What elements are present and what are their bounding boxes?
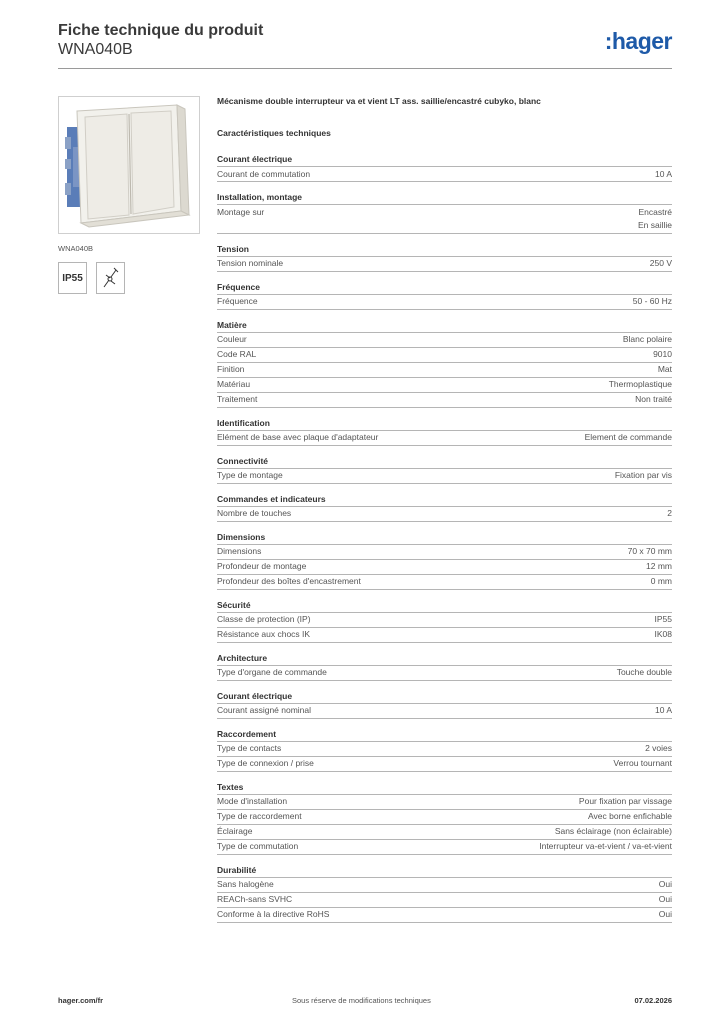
section-title: Textes xyxy=(217,781,244,792)
logo-dots: : xyxy=(604,28,612,54)
spec-label: Profondeur des boîtes d'encastrement xyxy=(217,576,361,586)
spec-value: Avec borne enfichable xyxy=(588,811,672,821)
spec-label: Nombre de touches xyxy=(217,508,292,518)
spec-value: 10 A xyxy=(654,705,672,715)
spec-value: 0 mm xyxy=(650,576,672,586)
spec-row xyxy=(217,392,672,408)
spec-row xyxy=(217,665,672,681)
spec-value: Blanc polaire xyxy=(622,334,672,344)
spec-label: Classe de protection (IP) xyxy=(217,614,311,624)
spec-value: 10 A xyxy=(654,168,672,179)
spec-row xyxy=(217,839,672,855)
section-title: Raccordement xyxy=(217,728,277,739)
spec-section xyxy=(217,599,672,643)
product-description: Mécanisme double interrupteur va et vient LT ass. saillie/encastré cubyko, blanc xyxy=(217,96,541,106)
spec-row xyxy=(217,204,672,234)
spec-label: Couleur xyxy=(217,334,247,344)
spec-section xyxy=(217,455,672,484)
spec-section xyxy=(217,728,672,772)
spec-value: Oui xyxy=(658,909,672,919)
spec-label: Conforme à la directive RoHS xyxy=(217,909,330,919)
spec-section xyxy=(217,781,672,855)
spec-value: 9010 xyxy=(653,349,672,359)
spec-value: Interrupteur va-et-vient / va-et-vient xyxy=(539,841,672,851)
spec-label: Type de contacts xyxy=(217,743,282,753)
spec-row xyxy=(217,332,672,347)
spec-row xyxy=(217,294,672,310)
spec-value: Touche double xyxy=(616,667,672,677)
spec-value: IK08 xyxy=(654,629,672,639)
section-title: Identification xyxy=(217,417,270,428)
spec-section xyxy=(217,864,672,923)
spec-row xyxy=(217,794,672,809)
spec-section xyxy=(217,281,672,310)
spec-section xyxy=(217,153,672,182)
spec-row xyxy=(217,892,672,907)
spec-row xyxy=(217,824,672,839)
spec-value: Thermoplastique xyxy=(608,379,672,389)
product-image xyxy=(58,96,200,234)
spec-label: Montage sur xyxy=(217,206,265,217)
spec-label: Type de montage xyxy=(217,470,283,480)
spec-value: 2 xyxy=(667,508,672,518)
spec-value: 2 voies xyxy=(645,743,672,753)
spec-label: Mode d'installation xyxy=(217,796,288,806)
spec-value: 12 mm xyxy=(646,561,672,571)
spec-row xyxy=(217,506,672,522)
spec-label: Sans halogène xyxy=(217,879,274,889)
spec-value: Oui xyxy=(658,894,672,904)
section-title: Fréquence xyxy=(217,281,260,292)
spec-section xyxy=(217,417,672,446)
spec-label: Dimensions xyxy=(217,546,262,556)
spec-row xyxy=(217,627,672,643)
spec-sections xyxy=(217,153,672,923)
spec-row xyxy=(217,756,672,772)
spec-row xyxy=(217,559,672,574)
spec-row xyxy=(217,430,672,446)
spec-row xyxy=(217,703,672,719)
spec-row xyxy=(217,877,672,892)
spec-value: Mat xyxy=(657,364,672,374)
section-title: Dimensions xyxy=(217,531,266,542)
section-title: Commandes et indicateurs xyxy=(217,493,326,504)
spec-value: Oui xyxy=(658,879,672,889)
spec-row xyxy=(217,166,672,182)
footer-disclaimer: Sous réserve de modifications techniques xyxy=(292,996,431,1005)
hager-logo xyxy=(605,28,672,55)
spec-section xyxy=(217,319,672,408)
spec-value: Element de commande xyxy=(584,432,672,442)
spec-section xyxy=(217,191,672,234)
spec-value: Verrou tournant xyxy=(613,758,672,768)
footer-website: hager.com/fr xyxy=(58,996,104,1005)
ip-rating-label: IP55 xyxy=(62,272,83,284)
spec-label: Résistance aux chocs IK xyxy=(217,629,311,639)
technical-content xyxy=(217,94,672,932)
spec-label: Type d'organe de commande xyxy=(217,667,327,677)
spec-label: Profondeur de montage xyxy=(217,561,307,571)
two-way-switch-symbol-icon xyxy=(96,262,125,294)
spec-section xyxy=(217,531,672,590)
spec-value: 250 V xyxy=(649,258,672,268)
spec-value: IP55 xyxy=(654,614,672,624)
spec-value: Pour fixation par vissage xyxy=(578,796,672,806)
spec-row xyxy=(217,468,672,484)
spec-label: REACh-sans SVHC xyxy=(217,894,293,904)
spec-label: Éclairage xyxy=(217,826,253,836)
spec-row xyxy=(217,907,672,923)
spec-label: Type de commutation xyxy=(217,841,299,851)
logo-text: hager xyxy=(611,28,672,54)
spec-label: Fréquence xyxy=(217,296,258,306)
spec-row xyxy=(217,377,672,392)
section-title: Durabilité xyxy=(217,864,257,875)
section-title: Sécurité xyxy=(217,599,251,610)
product-reference: WNA040B xyxy=(58,41,133,58)
section-title: Courant électrique xyxy=(217,154,293,164)
section-title: Matière xyxy=(217,319,247,330)
spec-label: Courant de commutation xyxy=(217,168,311,179)
section-title: Connectivité xyxy=(217,455,269,466)
spec-label: Type de connexion / prise xyxy=(217,758,314,768)
spec-row xyxy=(217,574,672,590)
spec-value: Fixation par vis xyxy=(614,470,672,480)
spec-label: Finition xyxy=(217,364,245,374)
spec-section xyxy=(217,652,672,681)
spec-row xyxy=(217,256,672,272)
spec-section xyxy=(217,493,672,522)
spec-section xyxy=(217,243,672,272)
section-title: Architecture xyxy=(217,652,268,663)
spec-section xyxy=(217,690,672,719)
spec-label: Type de raccordement xyxy=(217,811,302,821)
characteristics-heading: Caractéristiques techniques xyxy=(217,128,331,138)
section-title: Courant électrique xyxy=(217,690,293,701)
spec-label: Tension nominale xyxy=(217,258,284,268)
spec-value: 50 - 60 Hz xyxy=(632,296,672,306)
image-caption: WNA040B xyxy=(58,244,94,253)
spec-value: Encastré En saillie xyxy=(637,206,672,230)
spec-row xyxy=(217,612,672,627)
spec-row xyxy=(217,362,672,377)
spec-label: Elément de base avec plaque d'adaptateur xyxy=(217,432,379,442)
spec-row xyxy=(217,809,672,824)
spec-label: Courant assigné nominal xyxy=(217,705,312,715)
spec-row xyxy=(217,741,672,756)
spec-row xyxy=(217,347,672,362)
section-title: Installation, montage xyxy=(217,192,303,202)
spec-label: Matériau xyxy=(217,379,251,389)
spec-value: Non traité xyxy=(635,394,672,404)
spec-label: Code RAL xyxy=(217,349,257,359)
spec-value: 70 x 70 mm xyxy=(627,546,672,556)
spec-row xyxy=(217,544,672,559)
ip-rating-badge xyxy=(58,262,87,294)
spec-label: Traitement xyxy=(217,394,258,404)
page-title: Fiche technique du produit xyxy=(58,22,264,39)
header-divider xyxy=(58,68,672,69)
section-title: Tension xyxy=(217,243,249,254)
page-header xyxy=(58,20,672,70)
spec-value: Sans éclairage (non éclairable) xyxy=(554,826,672,836)
footer-date: 07.02.2026 xyxy=(634,996,672,1005)
